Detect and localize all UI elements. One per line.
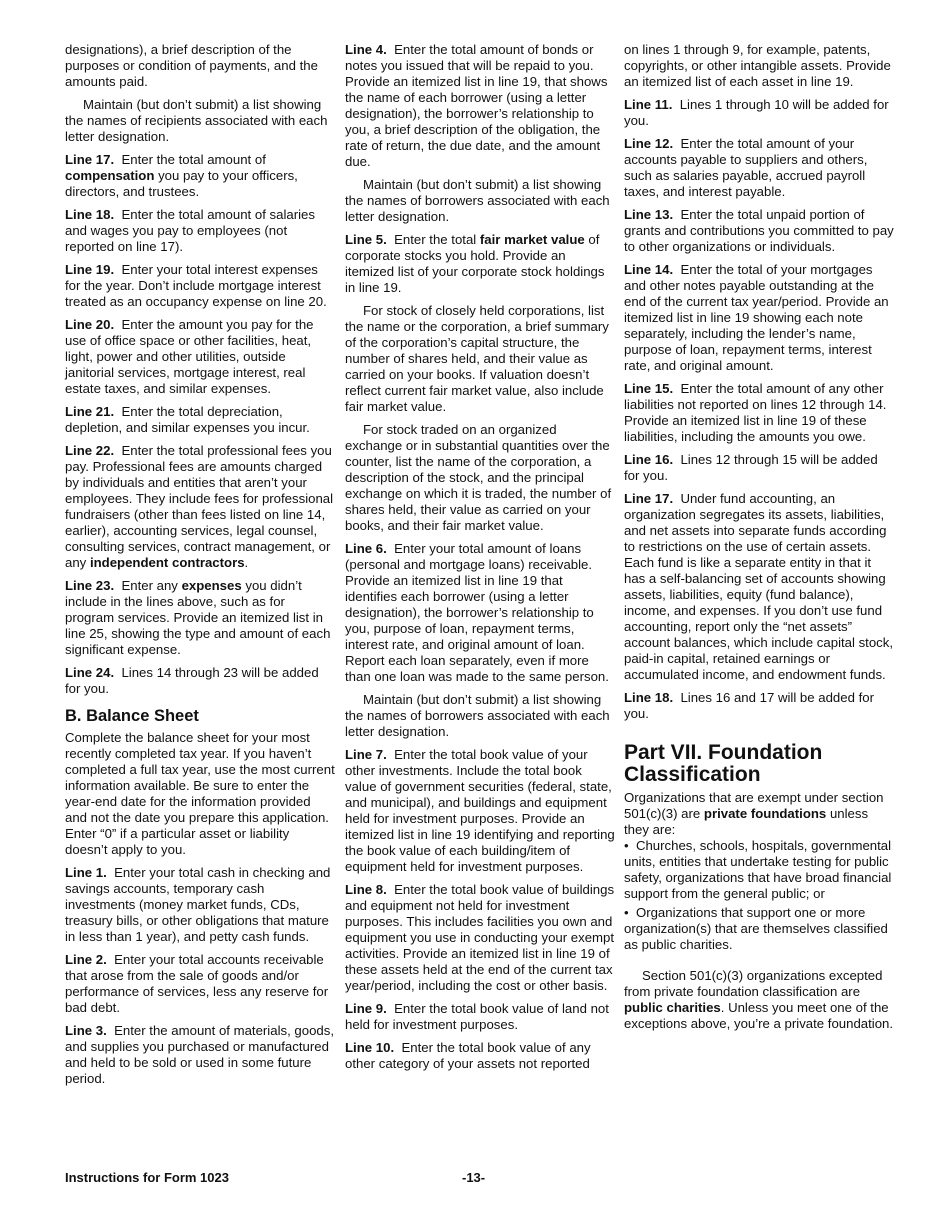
line-label: Line 20. [65,317,115,332]
paragraph: For stock traded on an organized exchange or in substantial quantities over the counter, list the name of the corporation, a description of the stock, and the principal exchange on which it is traded, the number of shares held, their value as carried on your books, and their fair market value. [345,422,612,533]
line-label: Line 9. [345,1001,387,1016]
text: Section 501(c)(3) organizations excepted from private foundation classification are [624,968,883,999]
bold-term: expenses [181,578,242,593]
part-vii-intro [624,790,894,838]
text: Enter your total amount of loans (personal and mortgage loans) receivable. Provide an itemized list in line 19 that identifies each borrower (using a letter designation), the borrower’s relationship to you, purpose of loan, repayment terms, interest rate, and original amount of loan. Report each loan separately, even if more than one loan was made to the same person. [345,541,609,684]
line-label: Line 8. [345,882,387,897]
text: Enter the total book value of any other category of your assets not reported [345,1040,591,1071]
text: Enter the total of your mortgages and other notes payable outstanding at the end of the current tax year/period. Provide an itemized list in line 19 showing each note separately, including the lender’s name, purpose of loan, repayment terms, interest rate, and original amount. [624,262,889,373]
line-15-liabilities [624,381,894,445]
line-label: Line 10. [345,1040,395,1055]
text: Enter the total book value of buildings and equipment not held for investment purposes. This includes facilities you own and equipment you use in conducting your exempt activities. Provide an itemized list in line 19 of these assets held at the end of the current tax year/period, including the cost or other basis. [345,882,615,993]
text: Enter the total book value of your other investments. Include the total book value of government securities (federal, state, and municipal), and buildings and equipment held for investment purposes. Provide an itemized list in line 19 identifying and reporting the book value of each building/item of equipment held for investment purposes. [345,747,615,874]
text: Enter your total cash in checking and savings accounts, temporary cash investments (money market funds, CDs, treasury bills, or other obligations that mature in less than 1 year), and petty cash funds. [65,865,331,944]
text: unless they are: [624,806,869,837]
line-label: Line 5. [345,232,387,247]
line-18-expenses [65,207,335,255]
line-label: Line 19. [65,262,115,277]
part-vii-final [624,968,894,1032]
text: Organizations that support one or more organization(s) that are themselves classified as public charities. [624,905,888,952]
text: Lines 1 through 10 will be added for you. [624,97,889,128]
list-item [624,838,894,902]
line-13-liabilities [624,207,894,255]
text: Enter the total amount of salaries and wages you pay to employees (not reported on line 17). [65,207,315,254]
line-label: Line 15. [624,381,674,396]
line-17-expenses [65,152,335,200]
text: Enter the total book value of land not held for investment purposes. [345,1001,609,1032]
line-5-assets [345,232,615,296]
line-label: Line 22. [65,443,115,458]
line-label: Line 18. [624,690,674,705]
text: Enter the total professional fees you pay. Professional fees are amounts charged by individuals and entities that aren’t your employees. They include fees for professional fundraisers (other than fees listed on line 14, earlier), accounting services, legal counsel, consulting services, contract management, or any [65,443,334,570]
line-label: Line 18. [65,207,115,222]
line-label: Line 7. [345,747,387,762]
text: Enter your total interest expenses for the year. Don’t include mortgage interest treated as an occupancy expense on line 20. [65,262,327,309]
column-right [624,42,894,1039]
line-24-expenses [65,665,335,697]
page-number: -13- [462,1170,486,1185]
text: Enter your total accounts receivable that arose from the sale of goods and/or performance of services, less any reserve for bad debt. [65,952,329,1015]
part-heading: Part VII. Foundation Classification [624,741,823,786]
bold-term: compensation [65,168,155,183]
bold-term: public charities [624,1000,721,1015]
text: Enter the total amount of your accounts payable to suppliers and others, such as salaries payable, accrued payroll taxes, and interest payable. [624,136,868,199]
line-3-assets [65,1023,335,1087]
text: Enter the total amount of bonds or notes you issued that will be repaid to you. Provide an itemized list in line 19, that shows the name of each borrower (using a letter designation), the borrower’s relationship to you, a brief description of the obligation, the rate of return, the due date, and the amount due. [345,42,608,169]
column-middle [345,42,615,1079]
line-10-assets [345,1040,615,1072]
text: . [244,555,249,570]
bold-term: independent contractors [89,555,245,570]
line-4-assets [345,42,615,170]
line-label: Line 13. [624,207,674,222]
column-left [65,42,335,1094]
text: . Unless you meet one of the exceptions above, you’re a private foundation. [624,1000,894,1031]
bullet-icon: • [624,838,629,853]
text: Enter the total depreciation, depletion, and similar expenses you incur. [65,404,310,435]
line-2-assets [65,952,335,1016]
bullet-icon: • [624,905,629,920]
line-label: Line 12. [624,136,674,151]
text: you didn’t include in the lines above, such as for program services. Provide an itemized list in line 25, showing the type and amount of each significant expense. [65,578,331,657]
text: Lines 16 and 17 will be added for you. [624,690,874,721]
line-16-liabilities [624,452,894,484]
line-21-expenses [65,404,335,436]
line-6-assets [345,541,615,685]
line-14-liabilities [624,262,894,374]
bold-term: private foundations [703,806,827,821]
text: Enter the amount of materials, goods, and supplies you purchased or manufactured and held to be sold or used in some future period. [65,1023,335,1086]
text: Lines 14 through 23 will be added for you. [65,665,319,696]
line-22-expenses [65,443,335,571]
line-label: Line 4. [345,42,387,57]
text: Enter the total unpaid portion of grants and contributions you committed to pay to other organizations or individuals. [624,207,894,254]
text: you pay to your officers, directors, and trustees. [65,168,298,199]
text: Under fund accounting, an organization segregates its assets, liabilities, and net assets into separate funds according to restrictions on the use of certain assets. Each fund is like a separate entity in that it has a self-balancing set of accounts showing assets, liabilities, equity (fund balance), income, and expenses. If you don’t use fund accounting, report only the “net assets” account balances, which include capital stock, paid-in capital, retained earnings or accumulated income, and endowment funds. [624,491,894,682]
line-11-assets [624,97,894,129]
text: Organizations that are exempt under section 501(c)(3) are [624,790,884,821]
line-9-assets [345,1001,615,1033]
text: Enter the total amount of [121,152,266,167]
line-label: Line 17. [65,152,115,167]
line-label: Line 24. [65,665,115,680]
text: Enter the amount you pay for the use of office space or other facilities, heat, light, power and other utilities, outside janitorial services, mortgage interest, real estate taxes, and similar expenses. [65,317,314,396]
paragraph: For stock of closely held corporations, list the name or the corporation, a brief summary of the corporation’s capital structure, the number of shares held, and their value as carried on your books. If valuation doesn’t reflect current fair market value, also include fair market value. [345,303,609,414]
text: Enter any [121,578,178,593]
text: Enter the total amount of any other liabilities not reported on lines 12 through 14. Provide an itemized list in line 19 of these liabilities, including the amounts you owe. [624,381,887,444]
paragraph: Maintain (but don’t submit) a list showing the names of borrowers associated with each letter designation. [345,692,610,739]
line-7-assets [345,747,615,875]
footer-form-title: Instructions for Form 1023 [65,1170,229,1185]
section-heading: B. Balance Sheet [65,707,199,725]
text: Enter the total [394,232,477,247]
paragraph: Maintain (but don’t submit) a list showing the names of recipients associated with each letter designation. [65,97,328,144]
line-label: Line 16. [624,452,674,467]
line-label: Line 1. [65,865,107,880]
line-23-expenses [65,578,335,658]
line-17-fund-balances [624,491,894,683]
line-label: Line 2. [65,952,107,967]
line-label: Line 17. [624,491,674,506]
paragraph: on lines 1 through 9, for example, patents, copyrights, or other intangible assets. Provide an itemized list of each asset in line 19. [624,42,891,89]
line-label: Line 3. [65,1023,107,1038]
line-1-assets [65,865,335,945]
paragraph: designations), a brief description of the purposes or condition of payments, and the amounts paid. [65,42,318,89]
line-label: Line 11. [624,97,673,112]
text: Lines 12 through 15 will be added for you. [624,452,878,483]
balance-sheet-intro: Complete the balance sheet for your most recently completed tax year. If you haven’t completed a full tax year, use the most current information available. Be sure to enter the year-end date for the information provided and not the date you prepare this application. Enter “0” if a particular asset or liability doesn’t apply to you. [65,730,335,857]
line-8-assets [345,882,615,994]
paragraph: Maintain (but don’t submit) a list showing the names of borrowers associated with each letter designation. [345,177,610,224]
text: of corporate stocks you hold. Provide an itemized list of your corporate stock holdings in line 19. [345,232,605,295]
line-label: Line 6. [345,541,387,556]
line-18-fund-balances [624,690,894,722]
bold-term: fair market value [479,232,585,247]
line-12-liabilities [624,136,894,200]
line-label: Line 14. [624,262,674,277]
line-label: Line 21. [65,404,115,419]
text: Churches, schools, hospitals, governmental units, entities that undertake testing for public safety, organizations that have broad financial support from the general public; or [624,838,892,901]
line-20-expenses [65,317,335,397]
list-item [624,905,894,953]
line-label: Line 23. [65,578,115,593]
line-19-expenses [65,262,335,310]
